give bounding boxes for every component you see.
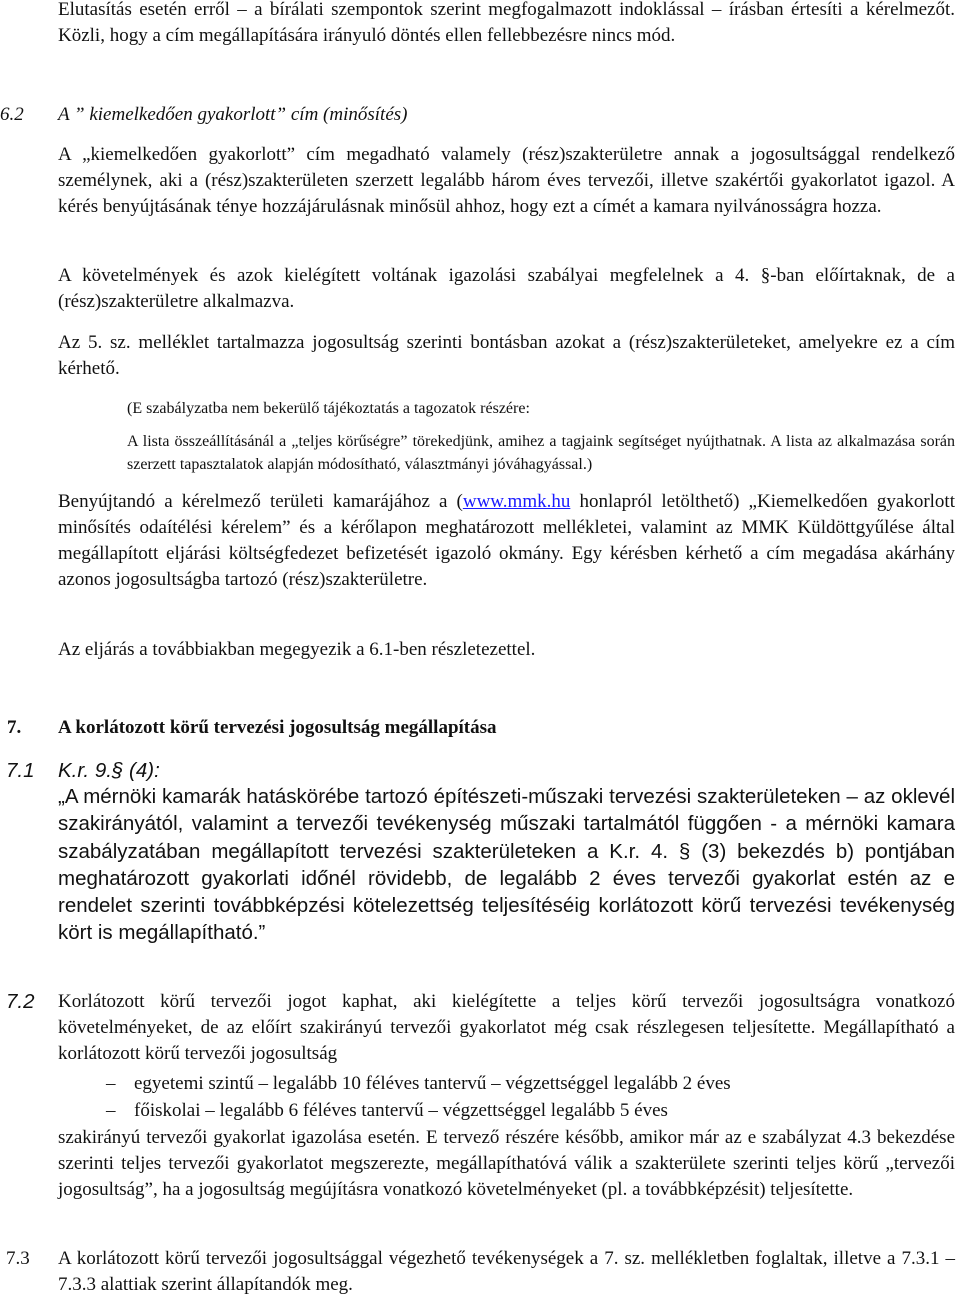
section-6-2-paragraph-5: Az eljárás a továbbiakban megegyezik a 6.1-ben részletezettel. (58, 639, 536, 660)
paragraph-4-text-before: Benyújtandó a kérelmező területi kamarájához a ( (58, 491, 463, 512)
dash-bullet: – (106, 1100, 116, 1121)
list-item (106, 1098, 668, 1124)
mmk-website-link[interactable]: www.mmk.hu (462, 491, 571, 512)
list-item (106, 1071, 731, 1097)
section-7-1-number: 7.1 (6, 759, 35, 782)
section-6-2-title: A ” kiemelkedően gyakorlott” cím (minősítés) (58, 104, 408, 125)
section-7-3-paragraph-1: A korlátozott körű tervezői jogosultsággal végezhető tevékenységek a 7. sz. mellékletben foglaltak, illetve a 7.3.1 – 7.3.3 alattiak szerint állapítandók meg. (58, 1248, 955, 1295)
section-6-2-note-body: A lista összeállításánál a „teljes körűségre” törekedjünk, amihez a tagjaink segítséget nyújthatnak. A lista az alkalmazása során szerzett tapasztalatok alapján módosítható, választmányi jóváhagyással.) (127, 433, 955, 473)
list-item-text: egyetemi szintű – legalább 10 féléves tantervű – végzettséggel legalább 2 éves (134, 1073, 731, 1094)
section-6-2-paragraph-1: A „kiemelkedően gyakorlott” cím megadható valamely (rész)szakterületre annak a jogosultsággal rendelkező személynek, aki a (rész)szakterületen szerzett legalább három éves tervezői, illetve szakértői gyakorlatot igazol. A kérés benyújtásának ténye hozzájárulásnak minősül ahhoz, hogy ezt a címét a kamara nyilvánosságra hozza. (58, 144, 955, 217)
section-7-3-number: 7.3 (6, 1248, 30, 1269)
paragraph-4-text-after: honlapról letölthető) „Kiemelkedően gyakorlott minősítés odaítélési kérelem” és a kérőlapon meghatározott mellékletei, valamint az MMK Küldöttgyűlése által megállapított eljárási költségfedezet befizetését igazoló okmány. Egy kérésben kérhető a cím megadása akárhány azonos jogosultságba tartozó (rész)szakterületre. (58, 491, 955, 590)
section-7-2-paragraph-1: Korlátozott körű tervezői jogot kaphat, aki kielégítette a teljes körű tervezői jogosultságra vonatkozó követelményeket, de az előírt szakirányú tervezői gyakorlatot még csak részlegesen teljesítette. Megállapítható a korlátozott körű tervezői jogosultság (58, 991, 955, 1064)
section-7-2-paragraph-2: szakirányú tervezői gyakorlat igazolása esetén. E tervező részére később, amikor már az e szabályzat 4.3 bekezdése szerinti teljes tervezői gyakorlatot megszerezte, megállapíthatóvá válik a szakterülete szerinti teljes körű „tervezői jogosultság”, ha a jogosultság megújításra vonatkozó követelményeket (pl. a továbbképzésit) teljesítette. (58, 1127, 955, 1200)
section-7-2-number: 7.2 (6, 990, 35, 1013)
section-7-title: A korlátozott körű tervezési jogosultság megállapítása (58, 717, 497, 738)
section-7-1-quote: „A mérnöki kamarák hatáskörébe tartozó építészeti-műszaki tervezési szakterületeken – az oklevél szakirányától, valamint a tervezői tevékenység műszaki tartalmától függően - a mérnöki kamara szabályzatában megállapított tervezési szakterületeken a K.r. 4. § (3) bekezdés b) pontjában meghatározott gyakorlati időnél rövidebb, de legalább 2 éves tervezői gyakorlat estén az e rendelet szerinti továbbképzési kötelezettség teljesítéséig korlátozott körű tervezési tevékenység kört is megállapítható.” (58, 785, 955, 945)
list-item-text: főiskolai – legalább 6 féléves tantervű – végzettséggel legalább 5 éves (134, 1100, 668, 1121)
section-6-2-paragraph-3: Az 5. sz. melléklet tartalmazza jogosultság szerinti bontásban azokat a (rész)szakterületeket, amelyekre ez a cím kérhető. (58, 332, 955, 379)
section-6-2-paragraph-2: A követelmények és azok kielégített voltának igazolási szabályai megfelelnek a 4. §-ban előírtaknak, de a (rész)szakterületre alkalmazva. (58, 265, 955, 312)
section-7-number: 7. (7, 717, 22, 738)
section-6-1-tail-paragraph: Elutasítás esetén erről – a bírálati szempontok szerint megfogalmazott indoklással – írásban értesíti a kérelmezőt. Közli, hogy a cím megállapítására irányuló döntés ellen fellebbezésre nincs mód. (58, 0, 955, 46)
section-7-1-reference: K.r. 9.§ (4): (58, 759, 160, 782)
section-6-2-note-intro: (E szabályzatba nem bekerülő tájékoztatás a tagozatok részére: (127, 400, 530, 417)
section-6-2-paragraph-4 (58, 489, 955, 593)
section-6-2-number: 6.2 (0, 104, 24, 125)
dash-bullet: – (106, 1073, 116, 1094)
